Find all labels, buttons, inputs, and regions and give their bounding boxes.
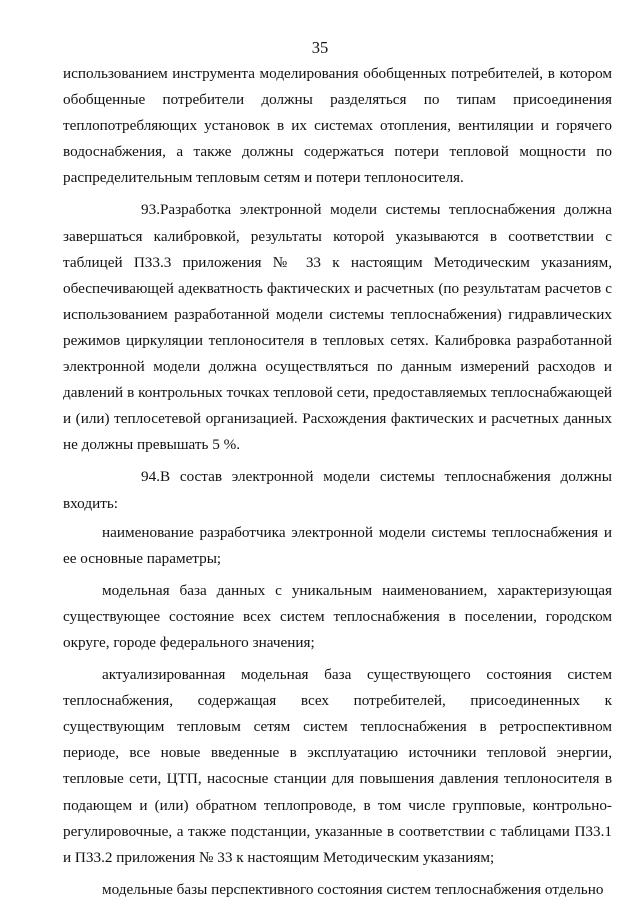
paragraph-item-93 bbox=[63, 197, 612, 458]
body-text bbox=[63, 61, 612, 903]
list-item-actualized-database bbox=[63, 662, 612, 871]
list-item-perspective-database bbox=[63, 877, 612, 903]
paragraph-number: 93. bbox=[141, 201, 160, 219]
paragraph-text: актуализированная модельная база существующего состояния систем теплоснабжения, содержащая всех потребителей, присоединенных к существующим тепловым сетям систем теплоснабжения в ретроспективном периоде, все новые введенные в эксплуатацию источники тепловой энергии, тепловые сети, ЦТП, насосные станции для повышения давления теплоносителя в подающем и (или) обратном теплопроводе, в том числе групповые, контрольно-регулировочные, а также подстанции, указанные в соответствии с таблицами П33.1 и П33.2 приложения № 33 к настоящим Методическим указаниям; bbox=[63, 666, 612, 866]
paragraph-text: использованием инструмента моделирования обобщенных потребителей, в котором обобщенные потребители должны разделяться по типам присоединения теплопотребляющих установок в их системах отопления, вентиляции и горячего водоснабжения, а также должны содержаться потери тепловой мощности по распределительным тепловым сетям и потери теплоносителя. bbox=[63, 65, 612, 187]
paragraph-item-94 bbox=[63, 464, 612, 516]
paragraph-number: 94. bbox=[141, 468, 160, 486]
list-item-developer bbox=[63, 520, 612, 572]
paragraph-continuation bbox=[63, 61, 612, 191]
paragraph-text: модельная база данных с уникальным наименованием, характеризующая существующее состояние всех систем теплоснабжения в поселении, городском округе, городе федерального значения; bbox=[63, 581, 612, 651]
paragraph-text: модельные базы перспективного состояния систем теплоснабжения отдельно bbox=[102, 880, 604, 898]
paragraph-text: Разработка электронной модели системы теплоснабжения должна завершаться калибровкой, результаты которой указываются в соответствии с таблицей П33.3 приложения № 33 к настоящим Методическим указаниям, обеспечивающей адекватность фактических и расчетных (по результатам расчетов с использованием разработанной модели системы теплоснабжения) гидравлических режимов циркуляции теплоносителя в тепловых сетях. Калибровка разработанной электронной модели должна осуществляться по данным измерений расходов и давлений в контрольных точках тепловой сети, предоставляемых теплоснабжающей и (или) теплосетевой организацией. Расхождения фактических и расчетных данных не должны превышать 5 %. bbox=[63, 201, 612, 454]
paragraph-text: наименование разработчика электронной модели системы теплоснабжения и ее основные параметры; bbox=[63, 523, 612, 567]
list-item-model-database bbox=[63, 578, 612, 656]
paragraph-text: В состав электронной модели системы теплоснабжения должны входить: bbox=[63, 468, 612, 512]
page-number: 35 bbox=[311, 38, 329, 57]
